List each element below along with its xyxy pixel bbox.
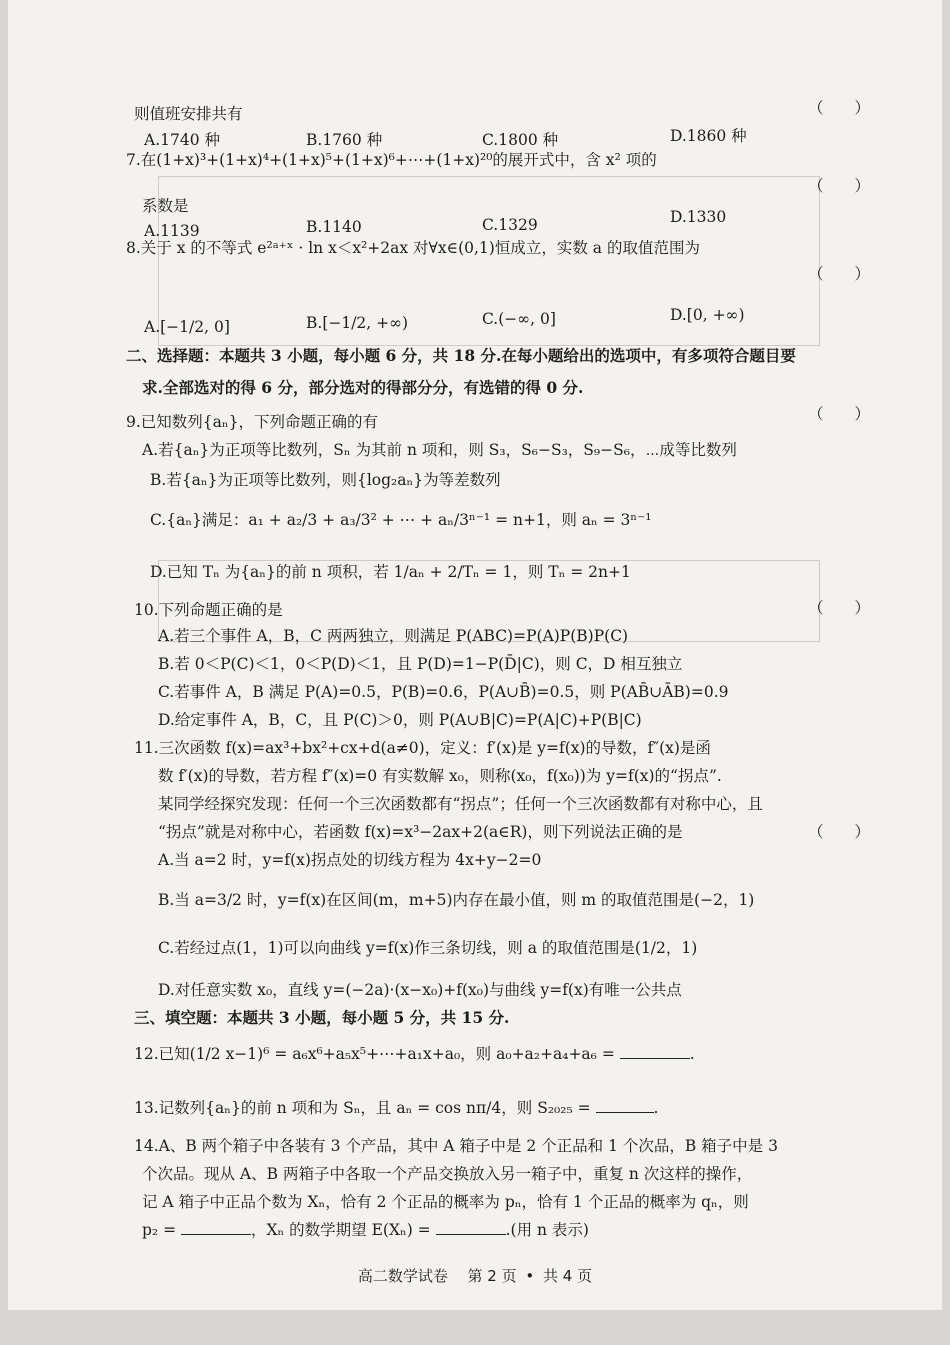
footer-separator: • (525, 1267, 535, 1285)
exam-page (8, 0, 942, 1310)
q11-stem-4: “拐点”就是对称中心，若函数 f(x)=x³−2ax+2(a∈R)，则下列说法正确的是 (158, 823, 683, 841)
q7-option-d: D.1330 (670, 208, 727, 226)
q11-option-a: A.当 a=2 时，y=f(x)拐点处的切线方程为 4x+y−2=0 (158, 851, 542, 869)
q7-stem: 7.在(1+x)³+(1+x)⁴+(1+x)⁵+(1+x)⁶+⋯+(1+x)²⁰的展开式中，含 x² 项的 (126, 151, 657, 169)
q9-stem: 9.已知数列{aₙ}，下列命题正确的有 (126, 413, 378, 431)
footer-subject: 高二数学试卷 (357, 1267, 448, 1285)
q7-option-c: C.1329 (482, 216, 538, 234)
q14-expectation-blank[interactable] (436, 1220, 506, 1235)
q10-option-b: B.若 0＜P(C)＜1，0＜P(D)＜1，且 P(D)=1−P(D̄|C)，则 C，D 相互独立 (158, 655, 683, 673)
section-2-heading-2: 求.全部选对的得 6 分，部分选对的得部分分，有选错的得 0 分. (142, 378, 584, 397)
q11-option-c: C.若经过点(1，1)可以向曲线 y=f(x)作三条切线，则 a 的取值范围是(1/2，1) (158, 939, 698, 957)
q6-option-b: B.1760 种 (306, 131, 383, 149)
q10-option-a: A.若三个事件 A，B，C 两两独立，则满足 P(ABC)=P(A)P(B)P(C) (158, 627, 629, 645)
q12-text: 12.已知(1/2 x−1)⁶ = a₆x⁶+a₅x⁵+⋯+a₁x+a₀，则 a₀+a₂+a₄+a₆ = (134, 1045, 615, 1063)
q8-stem: 8.关于 x 的不等式 e²ᵃ⁺ˣ · ln x＜x²+2ax 对∀x∈(0,1)恒成立，实数 a 的取值范围为 (126, 239, 700, 257)
q6-answer-paren: （ ） (808, 99, 871, 117)
q7-answer-paren: （ ） (808, 177, 871, 195)
q13-end: . (653, 1099, 659, 1117)
q14-stem-4 (142, 1220, 589, 1240)
page-footer (8, 1265, 942, 1286)
q8-option-b: B.[−1/2, +∞) (306, 314, 409, 332)
footer-total-pages: 共 4 页 (543, 1267, 593, 1285)
q6-option-d: D.1860 种 (670, 127, 747, 145)
q6-option-c: C.1800 种 (482, 131, 559, 149)
q9-answer-paren: （ ） (808, 405, 871, 423)
q9-option-c: C.{aₙ}满足：a₁ + a₂/3 + a₃/3² + ⋯ + aₙ/3ⁿ⁻¹ = n+1，则 aₙ = 3ⁿ⁻¹ (150, 511, 652, 529)
q11-option-d: D.对任意实数 x₀，直线 y=(−2a)·(x−x₀)+f(x₀)与曲线 y=f(x)有唯一公共点 (158, 981, 682, 999)
q14-stem-2: 个次品。现从 A、B 两箱子中各取一个产品交换放入另一箱子中，重复 n 次这样的操作， (142, 1165, 753, 1183)
q9-option-d: D.已知 Tₙ 为{aₙ}的前 n 项积，若 1/aₙ + 2/Tₙ = 1，则 Tₙ = 2n+1 (150, 563, 631, 581)
q10-answer-paren: （ ） (808, 599, 871, 617)
section-2-heading: 二、选择题：本题共 3 小题，每小题 6 分，共 18 分.在每小题给出的选项中，有多项符合题目要 (126, 346, 796, 365)
q12-answer-blank[interactable] (620, 1044, 690, 1059)
q8-option-c: C.(−∞, 0] (482, 310, 556, 328)
q12-stem (134, 1044, 695, 1064)
q8-answer-paren: （ ） (808, 265, 871, 283)
q12-end: . (689, 1045, 695, 1063)
q13-stem (134, 1098, 658, 1118)
q8-option-d: D.[0, +∞) (670, 306, 745, 324)
q7-option-a: A.1139 (144, 222, 200, 240)
q10-option-d: D.给定事件 A，B，C，且 P(C)＞0，则 P(A∪B|C)=P(A|C)+P(B|C) (158, 711, 642, 729)
q11-answer-paren: （ ） (808, 823, 871, 841)
q13-answer-blank[interactable] (596, 1098, 654, 1113)
q14-p2-blank[interactable] (181, 1220, 251, 1235)
q8-option-a: A.[−1/2, 0] (144, 318, 230, 336)
q9-option-b: B.若{aₙ}为正项等比数列，则{log₂aₙ}为等差数列 (150, 471, 501, 489)
section-3-heading: 三、填空题：本题共 3 小题，每小题 5 分，共 15 分. (134, 1008, 510, 1027)
q7-option-b: B.1140 (306, 218, 362, 236)
q14-note: .(用 n 表示) (505, 1221, 589, 1239)
q10-option-c: C.若事件 A，B 满足 P(A)=0.5，P(B)=0.6，P(A∪B̄)=0.5，则 P(AB̄∪ĀB)=0.9 (158, 683, 729, 701)
footer-page-number: 第 2 页 (467, 1267, 517, 1285)
q14-expectation-label: ，Xₙ 的数学期望 E(Xₙ) = (251, 1221, 431, 1239)
q14-stem-1: 14.A、B 两个箱子中各装有 3 个产品，其中 A 箱子中是 2 个正品和 1 个次品，B 箱子中是 3 (134, 1137, 778, 1155)
q13-text: 13.记数列{aₙ}的前 n 项和为 Sₙ，且 aₙ = cos nπ/4，则 S₂₀₂₅ = (134, 1099, 591, 1117)
q6-option-a: A.1740 种 (144, 131, 220, 149)
q11-option-b: B.当 a=3/2 时，y=f(x)在区间(m，m+5)内存在最小值，则 m 的取值范围是(−2，1) (158, 891, 755, 909)
q14-p2-label: p₂ = (142, 1221, 177, 1239)
q11-stem-1: 11.三次函数 f(x)=ax³+bx²+cx+d(a≠0)，定义：f′(x)是 y=f(x)的导数，f″(x)是函 (134, 739, 711, 757)
q11-stem-2: 数 f′(x)的导数，若方程 f″(x)=0 有实数解 x₀，则称(x₀，f(x₀))为 y=f(x)的“拐点”. (158, 767, 722, 785)
q7-stem-2: 系数是 (142, 197, 189, 215)
q14-stem-3: 记 A 箱子中正品个数为 Xₙ，恰有 2 个正品的概率为 pₙ，恰有 1 个正品的概率为 qₙ，则 (142, 1193, 749, 1211)
q6-stem-end: 则值班安排共有 (134, 105, 243, 123)
q10-stem: 10.下列命题正确的是 (134, 601, 283, 619)
q11-stem-3: 某同学经探究发现：任何一个三次函数都有“拐点”；任何一个三次函数都有对称中心，且 (158, 795, 763, 813)
q9-option-a: A.若{aₙ}为正项等比数列，Sₙ 为其前 n 项和，则 S₃，S₆−S₃，S₉−S₆，⋯成等比数列 (142, 441, 737, 459)
